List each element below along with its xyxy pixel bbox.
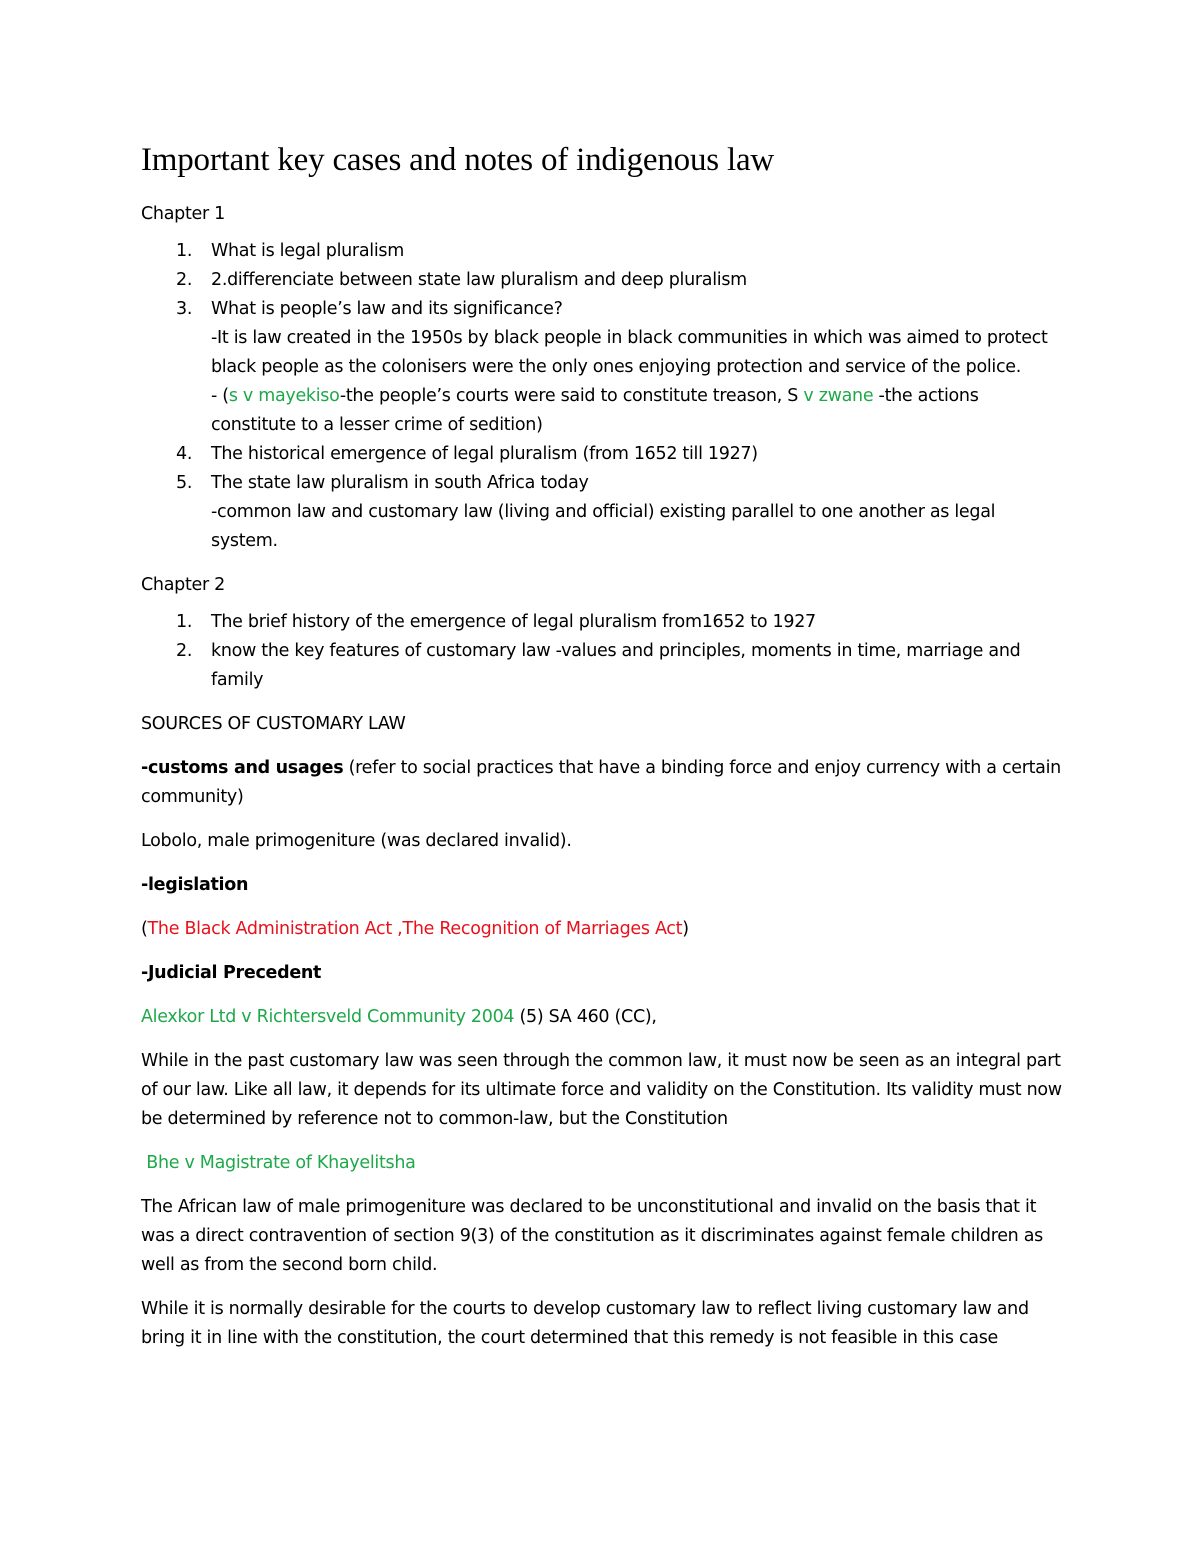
case-text-bhe-2: While it is normally desirable for the courts to develop customary law to reflect living customary law and bring it in line with the constitution, the court determined that this remedy is not feasible in this case — [141, 1299, 1029, 1348]
legislation-acts-paragraph: (The Black Administration Act ,The Recognition of Marriages Act) — [141, 919, 689, 939]
case-name: v zwane — [803, 386, 874, 406]
item-note: -common law and customary law (living and official) existing parallel to one another as legal system. — [211, 502, 996, 551]
chapter-1-list — [141, 237, 1066, 556]
chapter-1-heading: Chapter 1 — [141, 204, 225, 224]
list-item: 3. What is people’s law and its significance? -It is law created in the 1950s by black people in black communities in which was aimed to protect black people as the colonisers were the only ones enjoying protection and service of the police. - (s v mayekiso-the people’s courts were said to constitute treason, S v zwane -the actions constitute to a lesser crime of sedition) — [141, 295, 1066, 440]
case-text-bhe-1: The African law of male primogeniture was declared to be unconstitutional and invalid on the basis that it was a direct contravention of section 9(3) of the constitution as it discriminates against female children as well as from the second born child. — [141, 1197, 1043, 1275]
case-heading-bhe — [141, 1149, 1066, 1178]
list-item: 4. The historical emergence of legal pluralism (from 1652 till 1927) — [176, 444, 758, 464]
legislation-label: -legislation — [141, 875, 249, 895]
case-heading-alexkor: Alexkor Ltd v Richtersveld Community 2004 (5) SA 460 (CC), — [141, 1007, 657, 1027]
case-name: Alexkor Ltd v Richtersveld Community 2004 — [141, 1007, 515, 1027]
legislation-acts: The Black Administration Act ,The Recognition of Marriages Act — [147, 919, 683, 939]
case-name: s v mayekiso — [228, 386, 340, 406]
document-body — [141, 140, 1066, 1353]
precedent-label: -Judicial Precedent — [141, 963, 322, 983]
list-item: 2. 2.differenciate between state law pluralism and deep pluralism — [176, 270, 747, 290]
sources-heading: SOURCES OF CUSTOMARY LAW — [141, 714, 406, 734]
list-item: 5. The state law pluralism in south Africa today -common law and customary law (living and official) existing parallel to one another as legal system. — [141, 469, 1066, 556]
customs-paragraph: -customs and usages (refer to social practices that have a binding force and enjoy currency with a certain community) — [141, 758, 1061, 807]
item-cases: - (s v mayekiso-the people’s courts were said to constitute treason, S v zwane -the actions constitute to a lesser crime of sedition) — [211, 386, 979, 435]
list-item: 1. What is legal pluralism — [176, 241, 404, 261]
case-text-alexkor: While in the past customary law was seen through the common law, it must now be seen as an integral part of our law. Like all law, it depends for its ultimate force and validity on the Constitution. Its validity must now be determined by reference not to common-law, but the Constitution — [141, 1051, 1062, 1129]
customs-label: -customs and usages — [141, 758, 344, 778]
case-name: Bhe v Magistrate of Khayelitsha — [146, 1153, 416, 1173]
list-item: 2. know the key features of customary law -values and principles, moments in time, marriage and family — [176, 641, 1021, 690]
document-title: Important key cases and notes of indigenous law — [141, 142, 775, 178]
chapter-2-heading: Chapter 2 — [141, 575, 225, 595]
chapter-2-list — [141, 608, 1066, 695]
list-item: 1. The brief history of the emergence of legal pluralism from1652 to 1927 — [176, 612, 816, 632]
item-note: -It is law created in the 1950s by black people in black communities in which was aimed to protect black people as the colonisers were the only ones enjoying protection and service of the police. — [211, 328, 1048, 377]
customs-examples: Lobolo, male primogeniture (was declared invalid). — [141, 831, 572, 851]
